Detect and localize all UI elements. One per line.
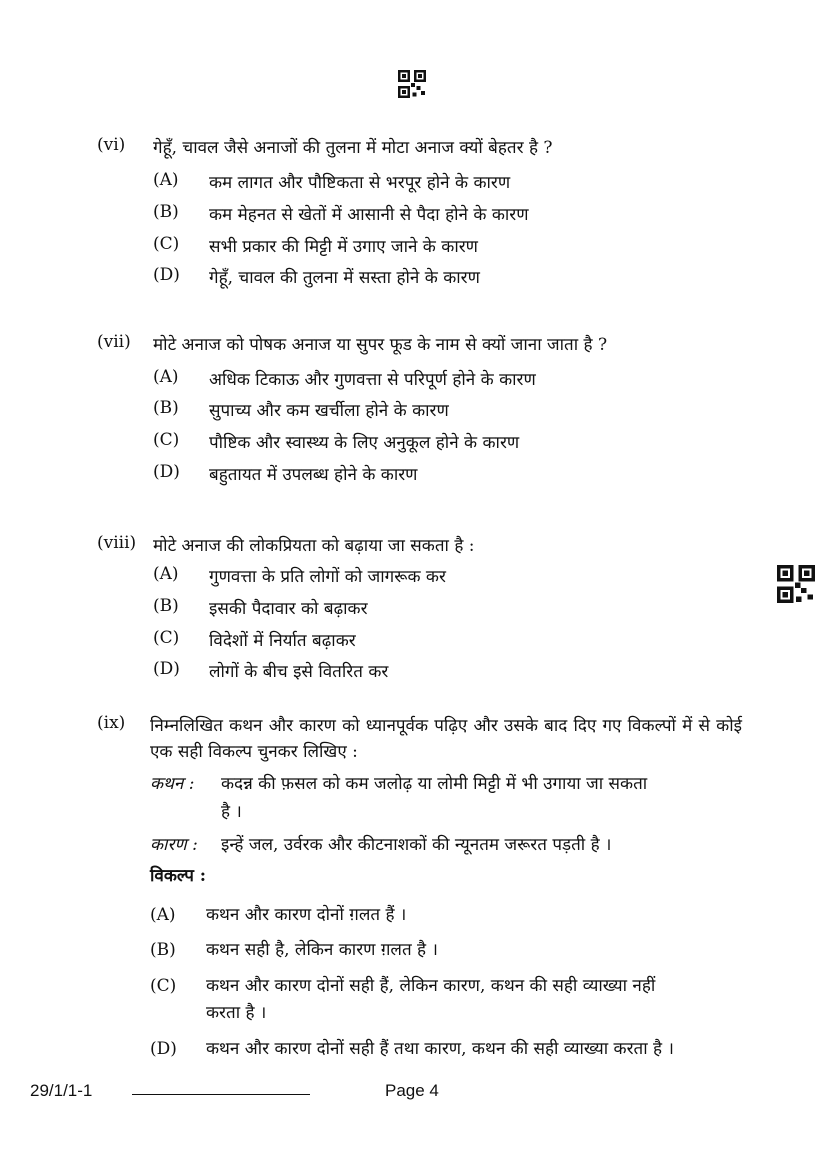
option-c	[153, 628, 753, 654]
question-number: (vii)	[97, 332, 131, 352]
assertion-text: कदन्न की फ़सल को कम जलोढ़ या लोमी मिट्टी में भी उगाया जा सकता	[221, 774, 648, 794]
option-text: गुणवत्ता के प्रति लोगों को जागरूक कर	[209, 567, 446, 587]
option-text: बहुतायत में उपलब्ध होने के कारण	[209, 465, 418, 485]
question-text: मोटे अनाज को पोषक अनाज या सुपर फूड के नाम से क्यों जाना जाता है ?	[153, 335, 608, 355]
option-label: (B)	[153, 202, 179, 222]
question-ix-text: निम्नलिखित कथन और कारण को ध्यानपूर्वक पढ़िए और उसके बाद दिए गए विकल्पों में से कोई एक सही विकल्प चुनकर लिखिए :	[150, 716, 742, 762]
question-text: गेहूँ, चावल जैसे अनाजों की तुलना में मोटा अनाज क्यों बेहतर है ?	[153, 138, 553, 158]
question-number: (viii)	[97, 533, 137, 553]
option-label: (C)	[153, 430, 180, 450]
option-label: (D)	[153, 265, 180, 285]
option-text: कथन और कारण दोनों सही हैं तथा कारण, कथन की सही व्याख्या करता है ।	[206, 1039, 674, 1059]
footer-rule	[132, 1094, 310, 1095]
option-text: पौष्टिक और स्वास्थ्य के लिए अनुकूल होने के कारण	[209, 433, 520, 453]
option-d	[153, 265, 753, 291]
question-number: (ix)	[97, 713, 126, 733]
option-label: (C)	[153, 234, 180, 254]
option-c	[153, 234, 753, 260]
question-text: मोटे अनाज की लोकप्रियता को बढ़ाया जा सकता है :	[153, 536, 475, 556]
option-label: (C)	[153, 628, 180, 648]
paper-code: 29/1/1-1	[30, 1081, 93, 1100]
option-text: गेहूँ, चावल की तुलना में सस्ता होने के कारण	[209, 268, 480, 288]
qr-code-top	[398, 70, 426, 98]
assertion-label: कथन :	[150, 774, 195, 794]
reason-text: इन्हें जल, उर्वरक और कीटनाशकों की न्यूनतम जरूरत पड़ती है ।	[221, 835, 612, 855]
option-a	[153, 367, 753, 393]
option-label: (A)	[153, 367, 179, 387]
reason-label: कारण :	[150, 835, 198, 855]
option-label: (A)	[150, 905, 176, 925]
option-text: कम लागत और पौष्टिकता से भरपूर होने के कारण	[209, 173, 511, 193]
option-label: (A)	[153, 170, 179, 190]
option-b	[153, 202, 753, 228]
option-label: (B)	[153, 398, 179, 418]
option-label: (C)	[150, 976, 177, 996]
option-text: कथन और कारण दोनों सही हैं, लेकिन कारण, कथन की सही व्याख्या नहीं	[206, 976, 656, 996]
option-label: (B)	[150, 940, 176, 960]
option-text: लोगों के बीच इसे वितरित कर	[209, 662, 389, 682]
assertion-text-2: है ।	[221, 802, 242, 822]
option-a	[153, 564, 753, 590]
option-b	[153, 398, 753, 424]
option-label: (D)	[153, 462, 180, 482]
option-label: (D)	[150, 1039, 177, 1059]
option-label: (B)	[153, 596, 179, 616]
option-text: सभी प्रकार की मिट्टी में उगाए जाने के कारण	[209, 237, 478, 257]
option-d	[153, 462, 753, 488]
option-b	[153, 596, 753, 622]
option-text: सुपाच्य और कम खर्चीला होने के कारण	[209, 401, 449, 421]
option-label: (A)	[153, 564, 179, 584]
option-text: कथन और कारण दोनों ग़लत हैं ।	[206, 905, 407, 925]
options-heading: विकल्प :	[150, 866, 207, 886]
option-label: (D)	[153, 659, 180, 679]
option-text: इसकी पैदावार को बढ़ाकर	[209, 599, 368, 619]
option-text-2: करता है ।	[206, 1003, 267, 1023]
option-a	[153, 170, 753, 196]
option-c	[153, 430, 753, 456]
option-text: कथन सही है, लेकिन कारण ग़लत है ।	[206, 940, 438, 960]
option-text: अधिक टिकाऊ और गुणवत्ता से परिपूर्ण होने के कारण	[209, 370, 536, 390]
option-d	[153, 659, 753, 685]
page-number: Page 4	[385, 1081, 439, 1100]
qr-code-side	[776, 565, 816, 603]
option-text: कम मेहनत से खेतों में आसानी से पैदा होने के कारण	[209, 205, 529, 225]
question-number: (vi)	[97, 135, 126, 155]
option-text: विदेशों में निर्यात बढ़ाकर	[209, 631, 356, 651]
